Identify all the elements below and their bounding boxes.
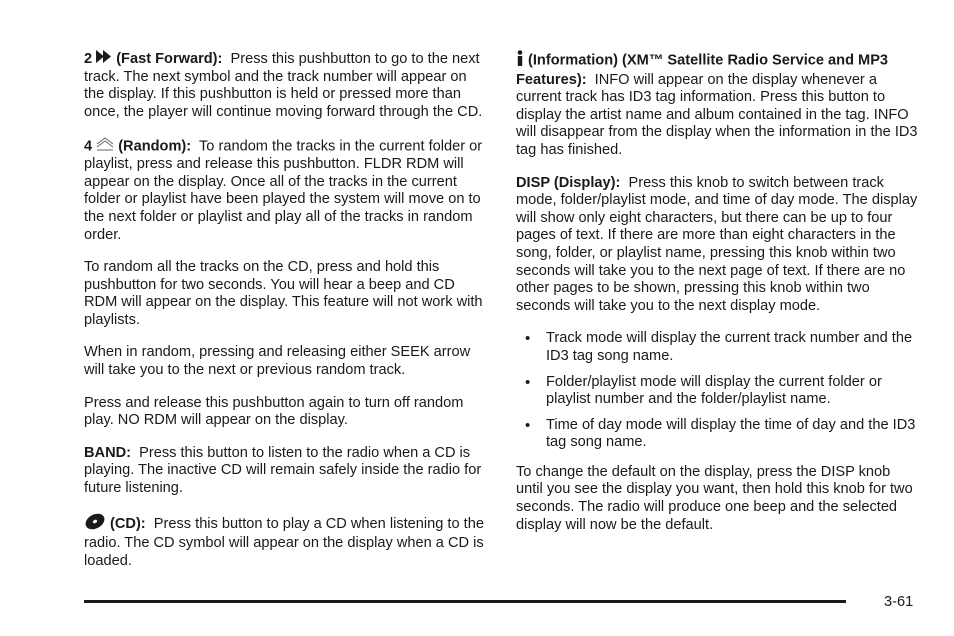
cd-paragraph [84,513,489,571]
display-mode-list [516,330,920,452]
list-item: • Folder/playlist mode will display the current folder or playlist number and the folder/playlist name. [516,374,920,409]
page-number: 3-61 [884,594,914,610]
random-icon [96,137,114,157]
band-text: Press this button to listen to the radio when a CD is playing. The inactive CD will remain safely inside the radio for future listening. [84,444,482,497]
closing-paragraph: To change the default on the display, press the DISP knob until you see the display you want, then hold this knob for two seconds. The radio will produce one beep and the selected display will now be the default. [516,463,913,533]
ff-text: Press this pushbutton to go to the next track. The next symbol and the track number will appear on the display. If this pushbutton is held or pressed more than once, the player will continue moving forward through the CD. [84,51,483,120]
disp-paragraph [516,175,920,316]
random-seek-paragraph: When in random, pressing and releasing either SEEK arrow will take you to the next or previous random track. [84,344,471,379]
left-column [84,50,489,585]
disp-text: Press this knob to switch between track mode, folder/playlist mode, and time of day mode. The display will show only eight characters, but there can be up to four pages of text. If there are more than eight characters in the song, folder, or playlist name, pressing this knob within two seconds will take you to the next page of text. If there are no other pages to be shown, pressing this knob within two seconds will take you to the next display mode. [516,174,918,314]
info-title: (Information) (XM™ Satellite Radio Service and MP3 Features): [516,52,889,88]
ff-number: 2 [84,51,93,68]
random-paragraph [84,137,489,245]
info-paragraph [516,50,920,160]
fast-forward-icon [96,50,112,69]
band-paragraph [84,445,489,498]
cd-title: (CD): [110,515,146,532]
right-column [516,50,920,549]
random-number: 4 [84,138,93,155]
random-text: To random the tracks in the current folder or playlist, press and release this pushbutton. FLDR RDM will appear on the display. Once all of the tracks in the current folder or playlist have been played the system will move on to the next folder or playlist and play all of the tracks in random order. [84,138,483,243]
footer-rule [84,600,846,603]
fast-forward-paragraph [84,50,489,122]
cd-icon [84,513,106,536]
band-title: BAND: [84,444,132,461]
ff-title: (Fast Forward): [116,51,223,68]
list-item: • Time of day mode will display the time of day and the ID3 tag song name. [516,417,920,452]
info-text: INFO will appear on the display whenever a current track has ID3 tag information. Press this button to display the artist name and album contained in the tag. INFO will disappear from the display when the information in the ID3 tag has finished. [516,71,918,158]
list-item: • Track mode will display the current track number and the ID3 tag song name. [516,330,920,365]
cd-text: Press this button to play a CD when listening to the radio. The CD symbol will appear on the display when a CD is loaded. [84,515,484,569]
random-title: (Random): [118,138,192,155]
info-icon [516,50,524,72]
random-all-paragraph: To random all the tracks on the CD, press and hold this pushbutton for two seconds. You will hear a beep and CD RDM will appear on the display. This feature will not work with playlists. [84,259,483,328]
disp-title: DISP (Display): [516,174,621,191]
random-off-paragraph: Press and release this pushbutton again to turn off random play. NO RDM will appear on the display. [84,394,464,429]
